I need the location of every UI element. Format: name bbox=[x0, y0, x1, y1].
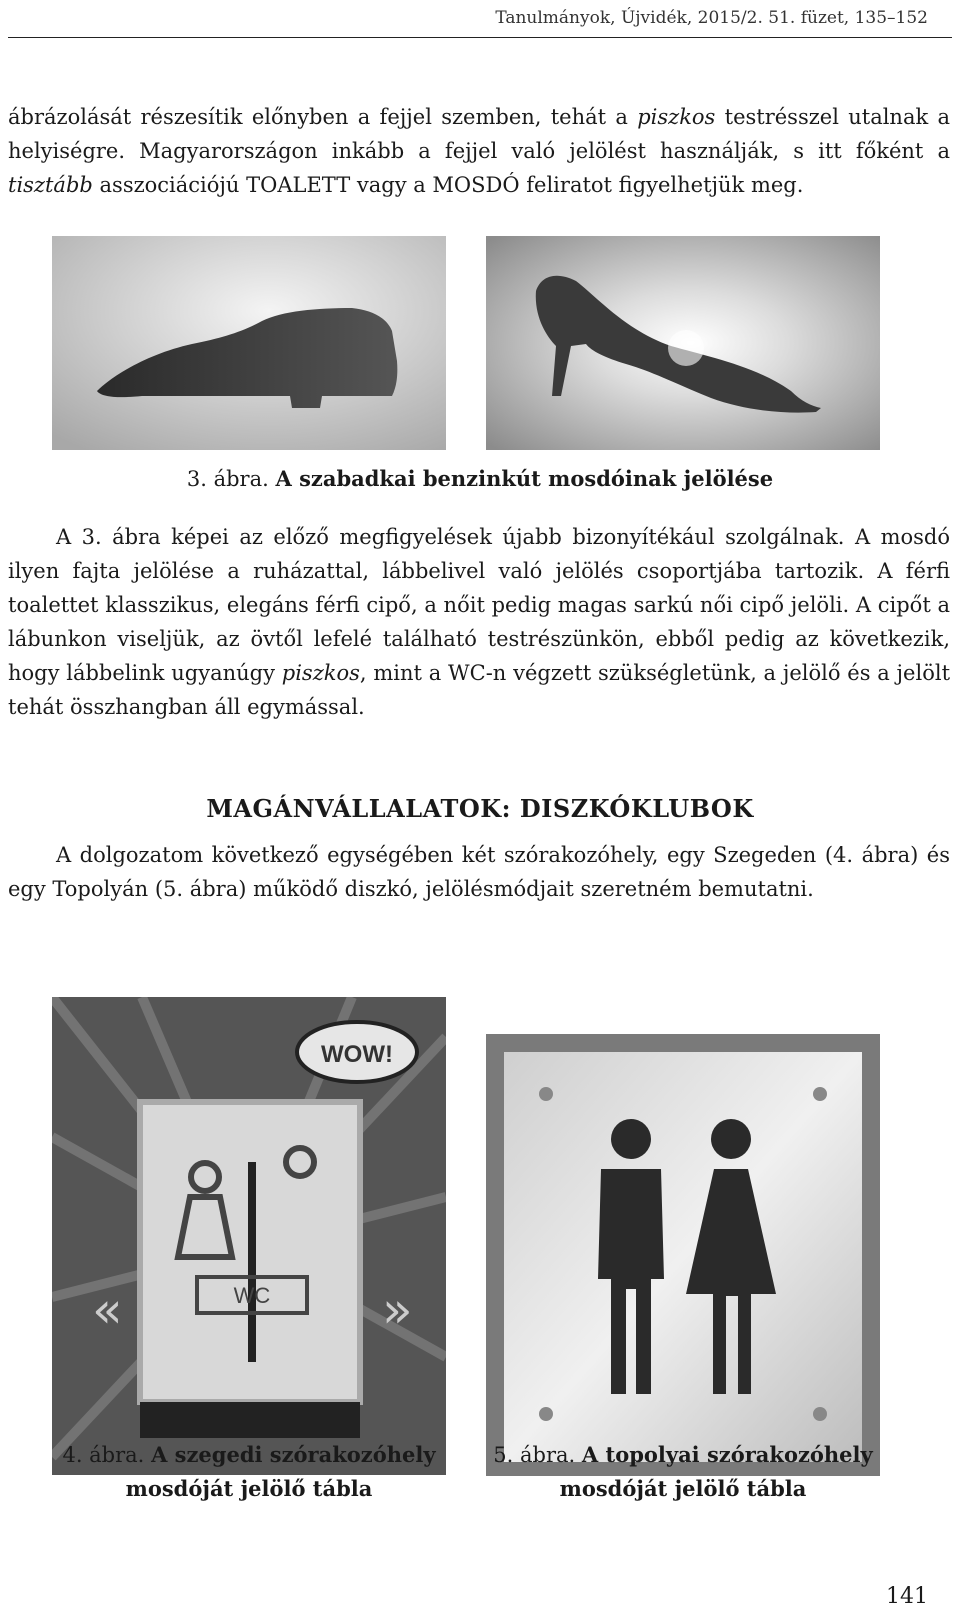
figure-5-caption-line-2 bbox=[474, 1472, 892, 1506]
figure-4-number: 4. ábra. bbox=[62, 1443, 145, 1467]
figure-5-caption-line-1 bbox=[474, 1438, 892, 1472]
figure-5-number: 5. ábra. bbox=[493, 1443, 576, 1467]
figure-4-title-line-1: A szegedi szórakozóhely bbox=[151, 1442, 436, 1467]
svg-text:«: « bbox=[92, 1281, 123, 1339]
paragraph-1 bbox=[8, 100, 950, 202]
figure-4-title-line-2: mosdóját jelölő tábla bbox=[125, 1476, 373, 1501]
paragraph-2-text-b: , mint a WC-n végzett szükségletünk, a jelölő és a jelölt tehát összhangban áll egymással. bbox=[8, 661, 951, 719]
figure-3-number: 3. ábra. bbox=[186, 467, 269, 491]
paragraph-1-italic-b: tisztább bbox=[8, 173, 93, 197]
figure-5-caption bbox=[474, 1438, 892, 1506]
paragraph-3: A dolgozatom következő egységében két szórakozóhely, egy Szegeden (4. ábra) és egy Topolyán (5. ábra) működő diszkó, jelölésmódjait szeretném bemutatni. bbox=[8, 843, 950, 901]
figure-3-womens-shoe-photo bbox=[486, 236, 880, 450]
figure-4-caption-line-2 bbox=[40, 1472, 458, 1506]
paragraph-1-text-a: ábrázolását részesítik előnyben a fejjel szemben, tehát a bbox=[8, 105, 638, 129]
figure-3-title: A szabadkai benzinkút mosdóinak jelölése bbox=[275, 466, 774, 491]
paragraph-2-text-a: A 3. ábra képei az előző megfigyelések újabb bizonyítékául szolgálnak. A mosdó ilyen fajta jelölése a ruházattal, lábbelivel való jelölés csoportjába tartozik. A férfi toalettet klasszikus, elegáns férfi cipő, a nőit pedig magas sarkú női cipő jelöli. A cipőt a lábunkon viseljük, az övtől lefelé található testrészünkön, ebből pedig az következik, hogy lábbelink ugyanúgy bbox=[8, 525, 950, 685]
paragraph-2 bbox=[8, 520, 950, 724]
figure-5-title-line-1: A topolyai szórakozóhely bbox=[581, 1442, 873, 1467]
svg-text:»: » bbox=[382, 1281, 413, 1339]
page-number: 141 bbox=[886, 1584, 928, 1609]
running-title: Tanulmányok, Újvidék, 2015/2. 51. füzet, 135–152 bbox=[495, 8, 928, 28]
paragraph-1-italic-a: piszkos bbox=[637, 105, 716, 129]
paragraph-1-text-b: testrésszel utalnak a helyiségre. Magyarországon inkább a fejjel való jelölést használják, s itt főként a bbox=[8, 105, 951, 163]
figure-5-topolya-sign-photo bbox=[486, 1034, 880, 1476]
figure-3-caption bbox=[0, 462, 960, 496]
figure-4-szeged-sign-photo bbox=[52, 997, 446, 1475]
paragraph-1-text-c: asszociációjú TOALETT vagy a MOSDÓ feliratot figyelhetjük meg. bbox=[92, 173, 804, 197]
header-rule bbox=[8, 37, 952, 38]
section-heading: MAGÁNVÁLLALATOK: DISZKÓKLUBOK bbox=[206, 794, 754, 823]
paragraph-2-italic-a: piszkos bbox=[281, 661, 360, 685]
figure-4-caption-line-1 bbox=[40, 1438, 458, 1472]
figure-3-mens-shoe-photo bbox=[52, 236, 446, 450]
running-header bbox=[0, 0, 960, 38]
figure-4-wow-text: WOW! bbox=[321, 1041, 393, 1068]
figure-4-caption bbox=[40, 1438, 458, 1506]
figure-4-wc-text: WC bbox=[233, 1283, 271, 1308]
figure-5-title-line-2: mosdóját jelölő tábla bbox=[559, 1476, 807, 1501]
